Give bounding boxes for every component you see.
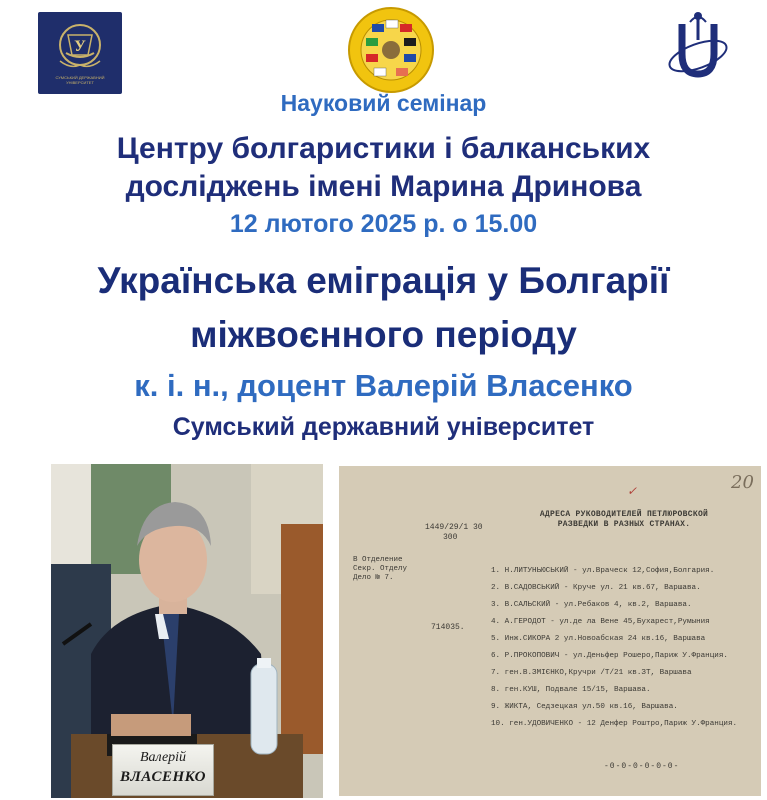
center-name-line1: Центру болгаристики і балканських (116, 132, 651, 165)
topic-title-line2: міжвоєнного періоду (190, 314, 577, 355)
document-left-note-2: Секр. Отделу (353, 565, 408, 573)
university-crest-icon (54, 21, 106, 73)
university-logo-caption: СУМСЬКИЙ ДЕРЖАВНИЙ УНІВЕРСИТЕТ (55, 75, 105, 85)
university-logo (38, 12, 122, 94)
document-number: 714035. (431, 623, 465, 632)
balkan-center-logo (346, 6, 436, 94)
seminar-label: Науковий семінар (280, 90, 487, 116)
event-datetime: 12 лютого 2025 р. о 15.00 (229, 210, 538, 238)
document-title-line1: АДРЕСА РУКОВОДИТЕЛЕЙ ПЕТЛЮРОВСКОЙ (539, 510, 709, 519)
document-corner-note: 20 (731, 472, 754, 493)
speaker-nameplate (112, 744, 214, 796)
document-ref-line1: 1449/29/1 30 (425, 523, 483, 532)
center-name-line2: досліджень імені Марина Дринова (125, 170, 642, 203)
balkan-center-emblem-icon (346, 6, 436, 94)
document-row: 9. ЖИКТА, Седзецкая ул.50 кв.16, Варшава. (491, 703, 678, 711)
university-u-globe-icon (660, 10, 736, 92)
document-row: 3. В.САЛЬСКИЙ - ул.Ребаков 4, кв.2, Варшава. (491, 601, 692, 609)
document-row: 5. Инж.СИКОРА 2 ул.Новоабская 24 кв.16, Варшава (491, 635, 706, 643)
document-row: 6. Р.ПРОКОПОВИЧ - ул.Деньфер Рошеро,Париж У.Франция. (491, 652, 728, 660)
document-row: 4. А.ГЕРОДОТ - ул.де ла Вене 45,Бухарест,Румыния (491, 618, 710, 626)
document-left-note-3: Дело № 7. (353, 574, 394, 582)
document-title-line2: РАЗВЕДКИ В РАЗНЫХ СТРАНАХ. (557, 520, 691, 529)
document-reference (425, 523, 483, 543)
red-check-mark: ✓ (627, 484, 638, 498)
document-end-mark: -0-0-0-0-0-0- (604, 762, 680, 771)
document-row: 10. ген.УДОВИЧЕНКО - 12 Денфер Роштро,Париж У.Франция. (491, 720, 738, 728)
document-ref-line2: 300 (443, 533, 458, 542)
document-row: 7. ген.В.ЗМІЄНКО,Кручри /Т/21 кв.ЗТ, Варшава (491, 669, 692, 677)
document-address-list (491, 563, 759, 733)
university-u-logo (660, 10, 736, 92)
document-left-note (353, 556, 433, 583)
speaker-affiliation: Сумський державний університет (172, 413, 595, 441)
archival-document (339, 466, 761, 796)
document-row: 2. В.САДОВСЬКИЙ - Кручe ул. 21 кв.67, Варшава. (491, 584, 701, 592)
nameplate-last-name: ВЛАСЕНКО (120, 769, 206, 785)
document-row: 1. Н.ЛИТУНЬЮСЬКИЙ - ул.Враческ 12,София,Болгария. (491, 567, 715, 575)
document-row: 8. ген.КУШ, Подвале 15/15, Варшава. (491, 686, 651, 694)
document-left-note-1: В Отделение (353, 556, 403, 564)
speaker-name: к. і. н., доцент Валерій Власенко (134, 368, 633, 403)
document-title (509, 510, 739, 530)
nameplate-first-name: Валерій (139, 750, 187, 765)
svg-text:У: У (74, 38, 86, 55)
topic-title-line1: Українська еміграція у Болгарії (97, 260, 670, 301)
